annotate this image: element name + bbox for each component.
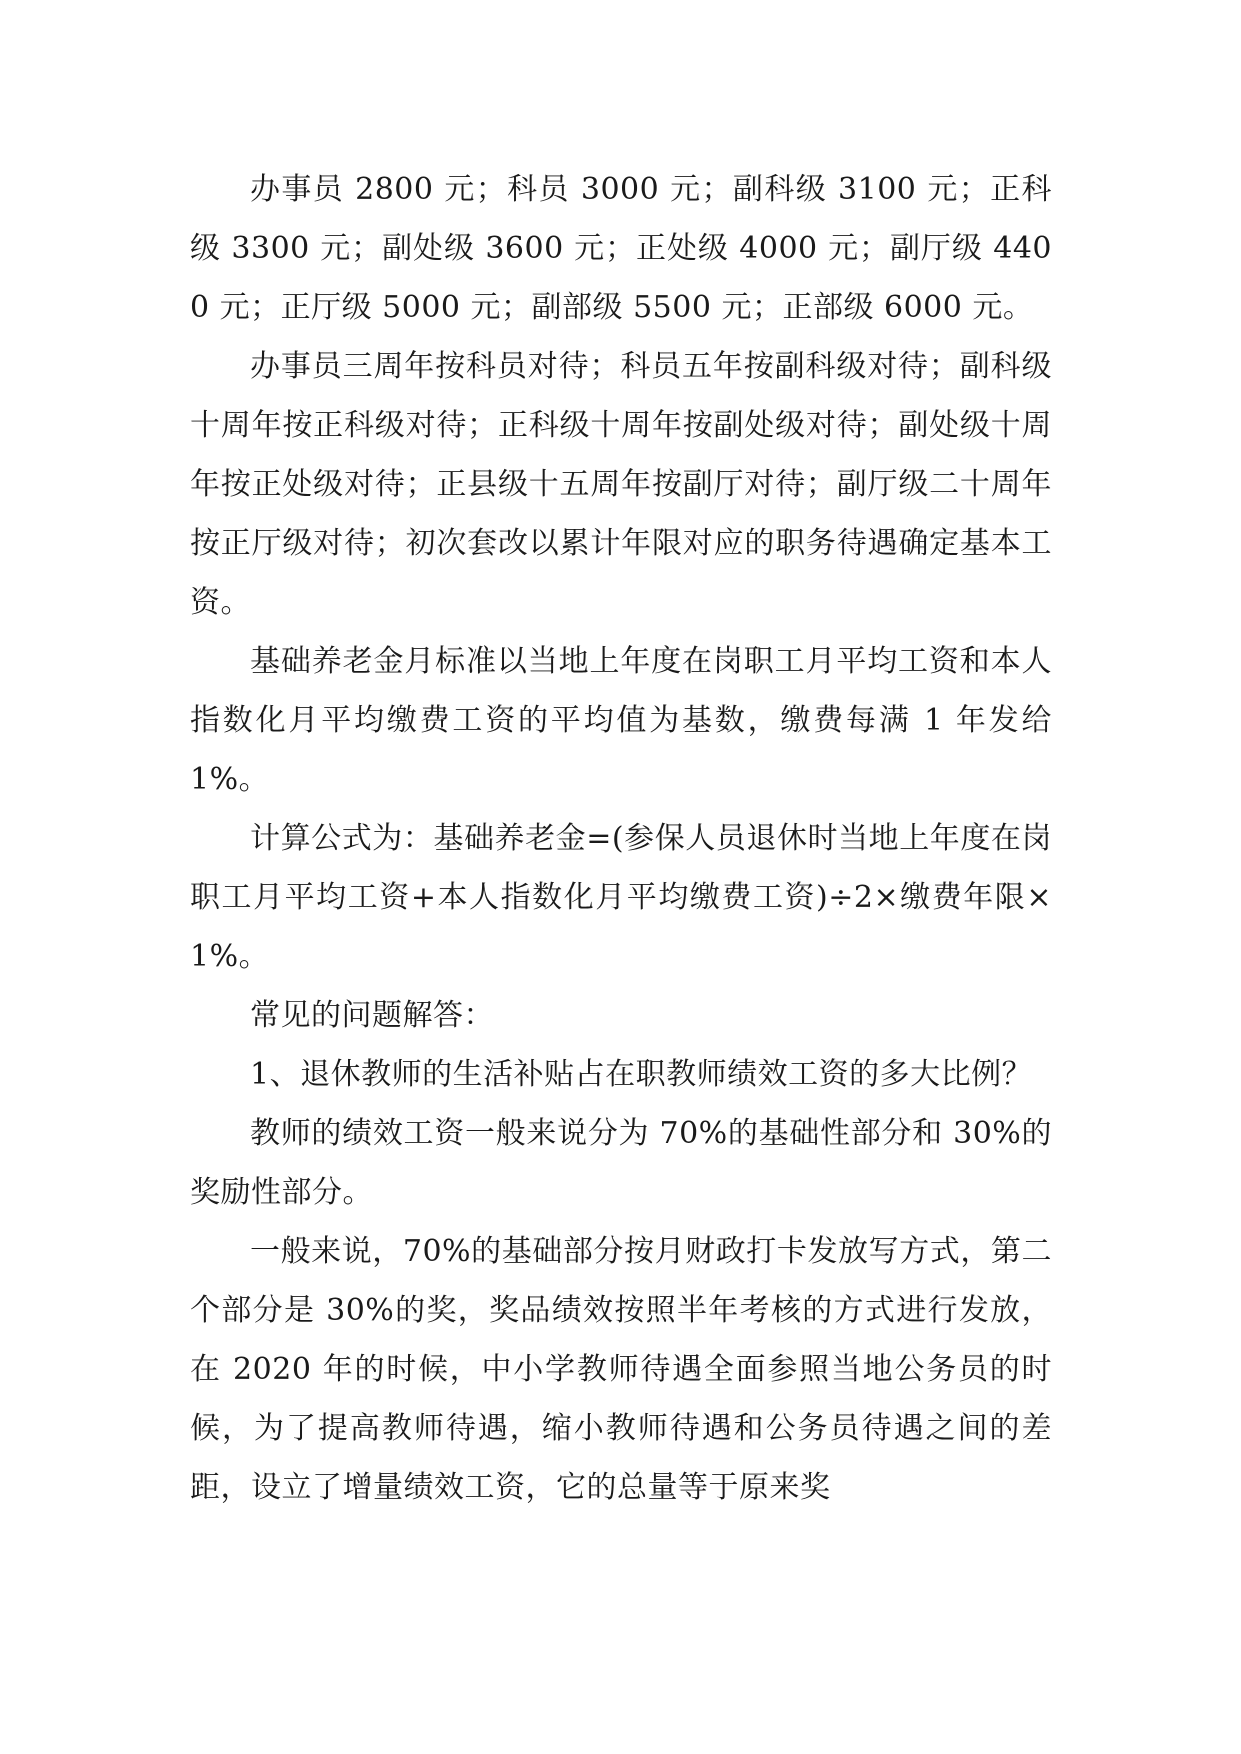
paragraph-answer-split: 教师的绩效工资一般来说分为 70%的基础性部分和 30%的奖励性部分。 (190, 1116, 1052, 1210)
document-page (190, 160, 1052, 1517)
paragraph-formula: 计算公式为：基础养老金=(参保人员退休时当地上年度在岗职工月平均工资+本人指数化月平均缴费工资)÷2×缴费年限×1%。 (190, 821, 1052, 974)
paragraph-basic-pension: 基础养老金月标准以当地上年度在岗职工月平均工资和本人指数化月平均缴费工资的平均值为基数，缴费每满 1 年发给 1%。 (190, 644, 1052, 797)
paragraph-faq-heading: 常见的问题解答： (250, 998, 494, 1033)
paragraph-salary-levels: 办事员 2800 元；科员 3000 元；副科级 3100 元；正科级 3300 元；副处级 3600 元；正处级 4000 元；副厅级 4400 元；正厅级 5000 元；副部级 5500 元；正部级 6000 元。 (190, 172, 1052, 325)
paragraph-answer-detail: 一般来说，70%的基础部分按月财政打卡发放写方式，第二个部分是 30%的奖，奖品绩效按照半年考核的方式进行发放，在 2020 年的时候，中小学教师待遇全面参照当地公务员的时候，为了提高教师待遇，缩小教师待遇和公务员待遇之间的差距，设立了增量绩效工资，它的总量等于原来奖 (190, 1234, 1052, 1505)
paragraph-seniority-rules: 办事员三周年按科员对待；科员五年按副科级对待；副科级十周年按正科级对待；正科级十周年按副处级对待；副处级十周年按正处级对待；正县级十五周年按副厅对待；副厅级二十周年按正厅级对待；初次套改以累计年限对应的职务待遇确定基本工资。 (190, 349, 1052, 620)
paragraph-question-1: 1、退休教师的生活补贴占在职教师绩效工资的多大比例？ (250, 1057, 1033, 1092)
